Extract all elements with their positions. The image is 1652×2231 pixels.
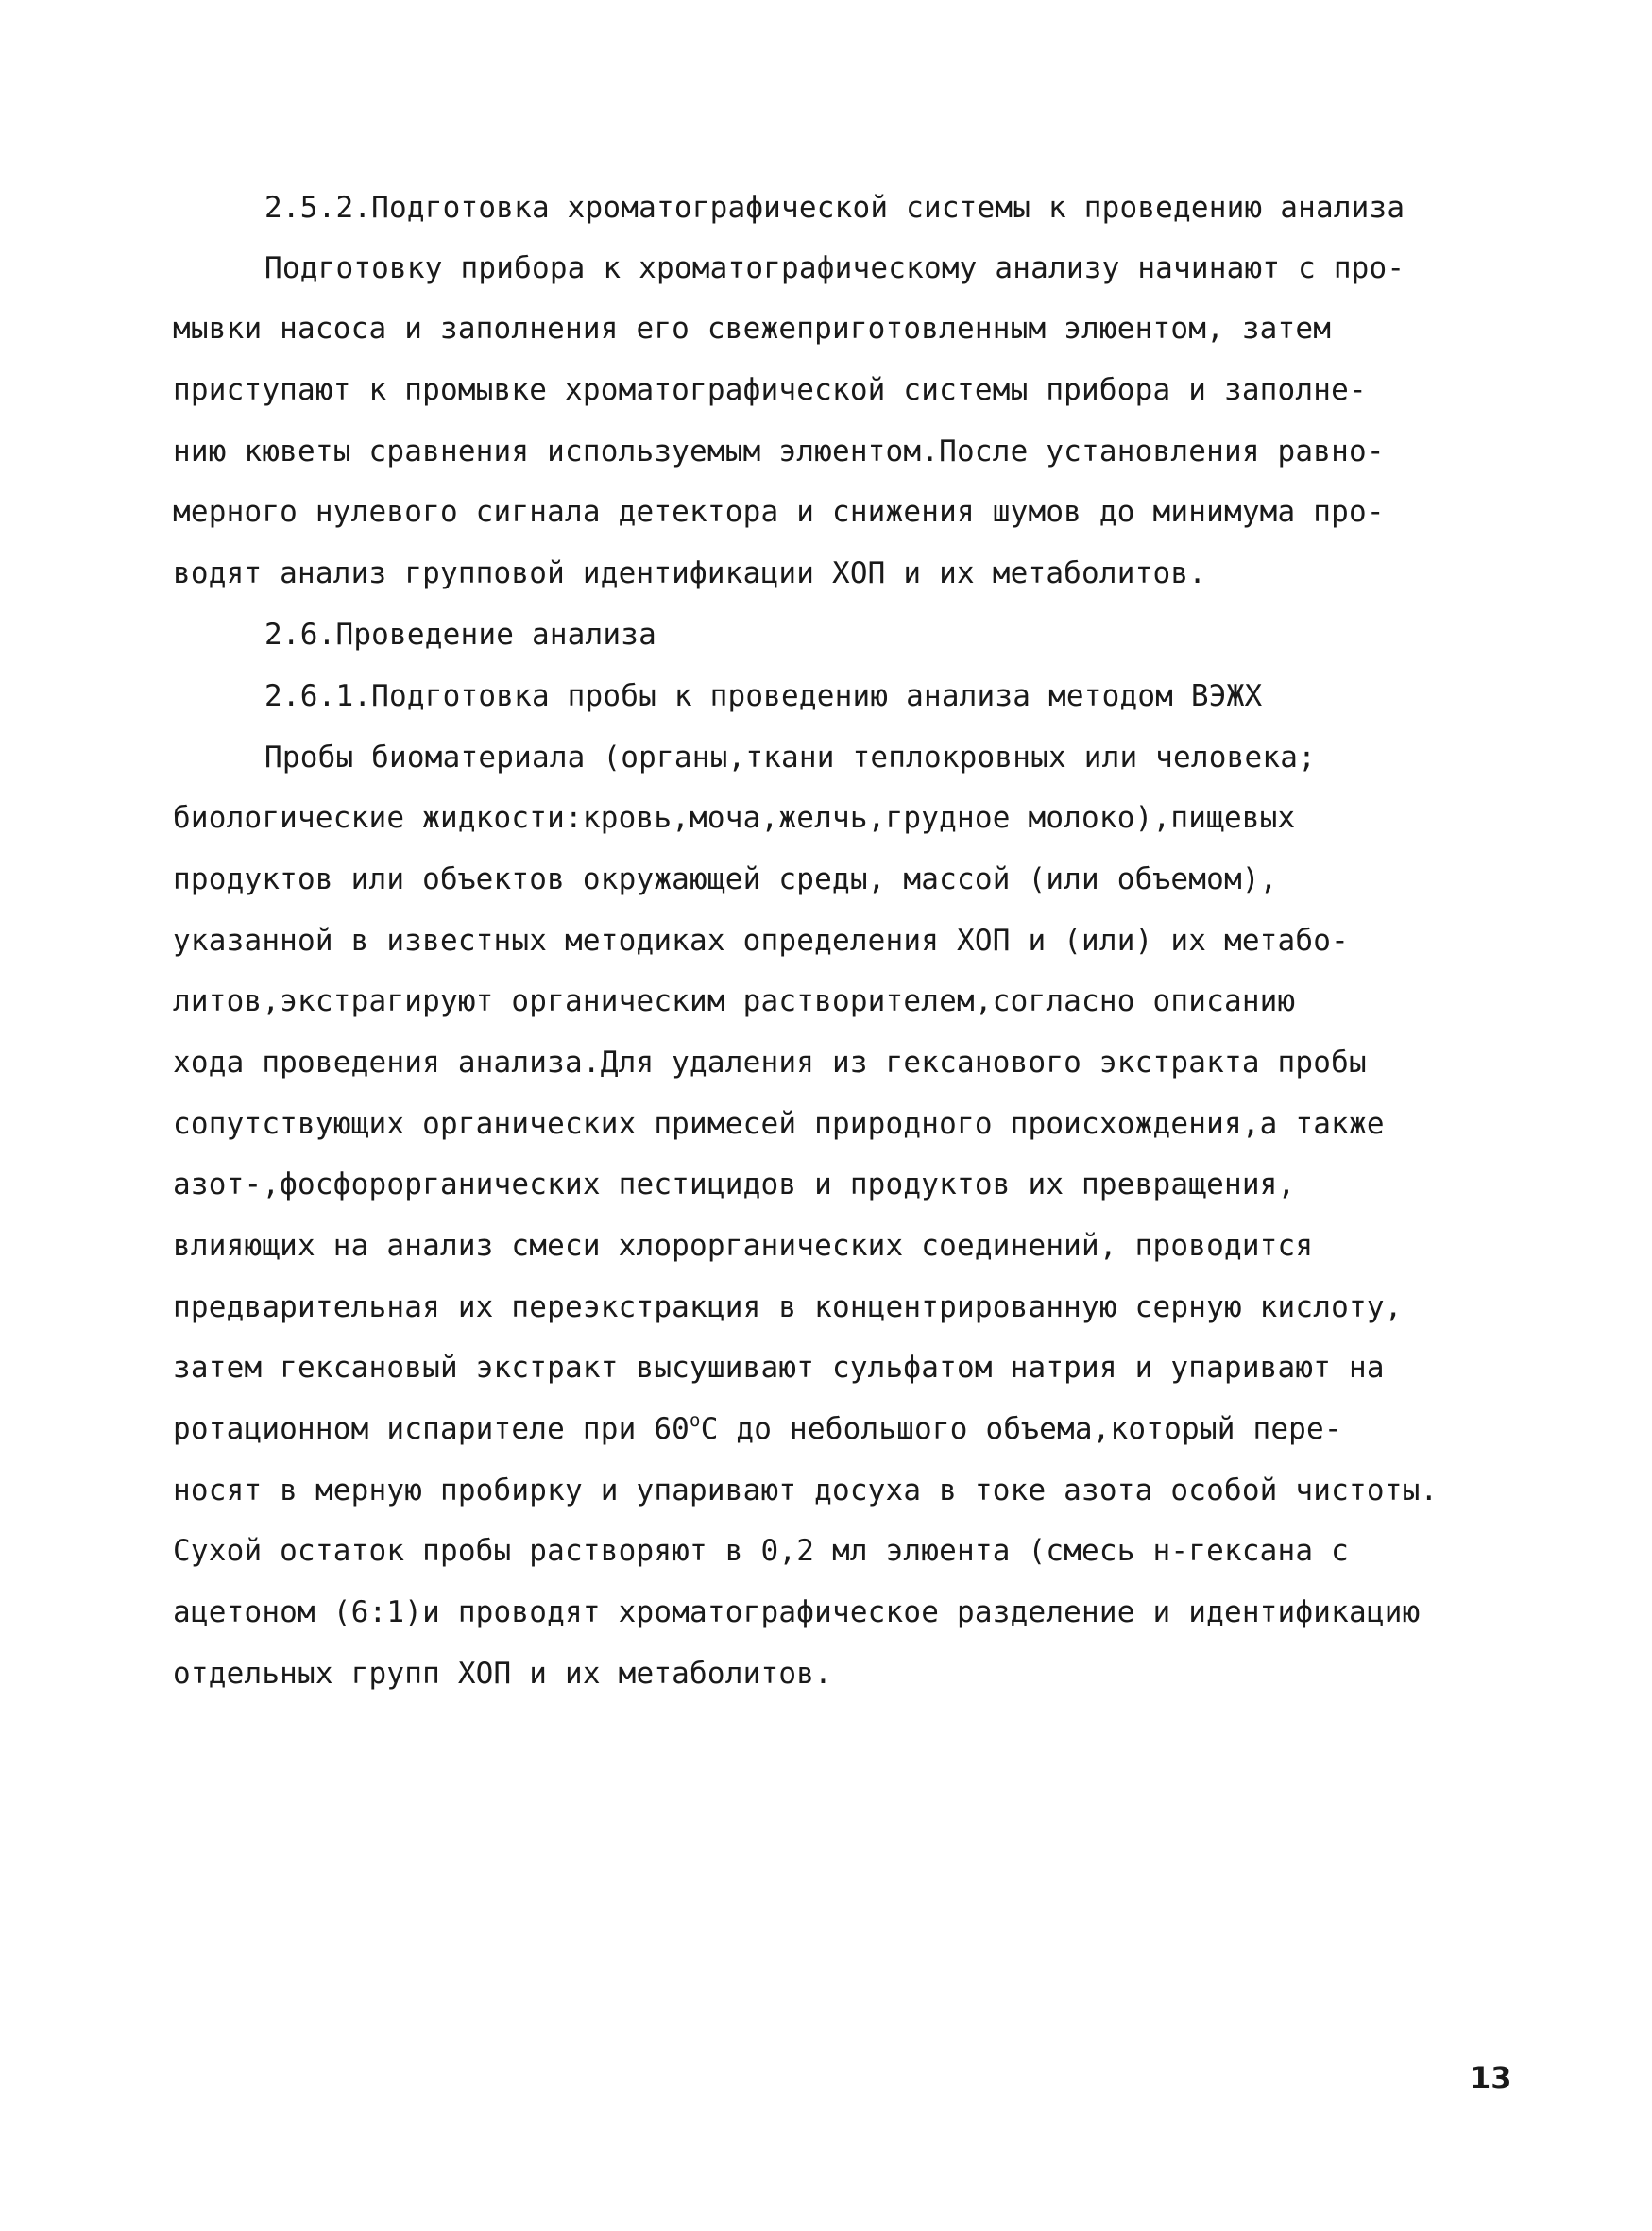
paragraph-line: мывки насоса и заполнения его свежеприготовленным элюентом, затем <box>173 312 1332 346</box>
paragraph-line: указанной в известных методиках определения ХОП и (или) их метабо- <box>173 924 1349 958</box>
degree-superscript: o <box>690 1410 701 1431</box>
paragraph-line: Сухой остаток пробы растворяют в 0,2 мл элюента (смесь н-гексана с <box>173 1534 1349 1568</box>
temperature-text-after: С до небольшого объема,который пере- <box>700 1412 1342 1446</box>
paragraph-line: предварительная их переэкстракция в концентрированную серную кислоту, <box>173 1290 1403 1324</box>
paragraph-line: биологические жидкости:кровь,моча,желчь,грудное молоко),пищевых <box>173 801 1296 835</box>
paragraph-line: нию кюветы сравнения используемым элюентом.После установления равно- <box>173 434 1385 468</box>
paragraph-line: азот-,фосфорорганических пестицидов и продуктов их превращения, <box>173 1167 1296 1201</box>
paragraph-line: сопутствующих органических примесей природного происхождения,а также <box>173 1107 1385 1141</box>
paragraph-line-temperature <box>173 1410 1342 1448</box>
paragraph-line: отдельных групп ХОП и их метаболитов. <box>173 1657 832 1691</box>
paragraph-line: носят в мерную пробирку и упаривают досуха в токе азота особой чистоты. <box>173 1473 1439 1507</box>
paragraph-line: мерного нулевого сигнала детектора и снижения шумов до минимума про- <box>173 495 1385 529</box>
paragraph-line: продуктов или объектов окружающей среды, массой (или объемом), <box>173 862 1278 896</box>
paragraph-line: ацетоном (6:1)и проводят хроматографическое разделение и идентификацию <box>173 1595 1421 1629</box>
paragraph-line: затем гексановый экстракт высушивают сульфатом натрия и упаривают на <box>173 1351 1385 1385</box>
page-number: 13 <box>1470 2060 1512 2096</box>
temperature-text-before: ротационном испарителе при 60 <box>173 1412 690 1446</box>
paragraph-line: влияющих на анализ смеси хлорорганических соединений, проводится <box>173 1229 1314 1263</box>
paragraph-line: Пробы биоматериала (органы,ткани теплокровных или человека; <box>264 741 1316 775</box>
paragraph-line: водят анализ групповой идентификации ХОП и их метаболитов. <box>173 556 1207 590</box>
paragraph-line: хода проведения анализа.Для удаления из гексанового экстракта пробы <box>173 1046 1367 1080</box>
paragraph-line: литов,экстрагируют органическим растворителем,согласно описанию <box>173 984 1296 1018</box>
section-heading-2-6-1: 2.6.1.Подготовка пробы к проведению анализа методом ВЭЖХ <box>264 679 1263 713</box>
paragraph-line: приступают к промывке хроматографической системы прибора и заполне- <box>173 373 1367 407</box>
section-heading-2-6: 2.6.Проведение анализа <box>264 618 656 652</box>
section-heading-2-5-2: 2.5.2.Подготовка хроматографической системы к проведению анализа <box>264 191 1405 225</box>
paragraph-line: Подготовку прибора к хроматографическому анализу начинают с про- <box>264 251 1405 285</box>
